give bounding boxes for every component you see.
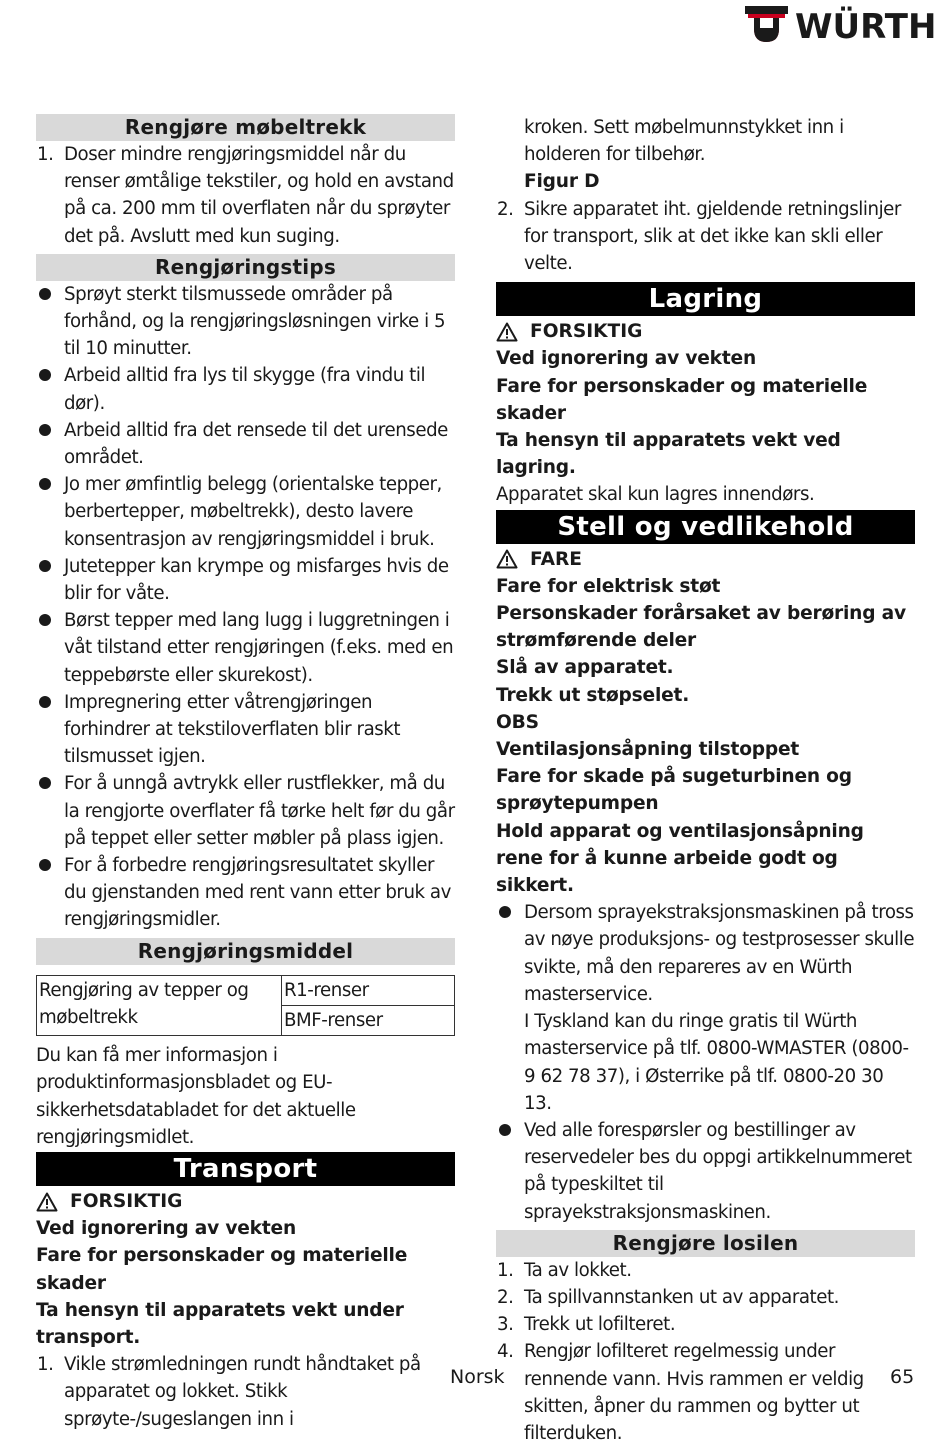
list-item: For å forbedre rengjøringsresultatet skyller du gjenstanden med rent vann etter bruk av rengjøringsmidler. — [36, 852, 455, 934]
warning-line: Ved ignorering av vekten — [496, 348, 756, 370]
section-heading-lint-filter: Rengjøre losilen — [496, 1230, 915, 1257]
warning-line: Ta hensyn til apparatets vekt ved lagring. — [496, 430, 841, 479]
brand-text: WÜRTH — [795, 7, 937, 46]
warning-line: Fare for elektrisk støt — [496, 575, 721, 597]
table-row — [37, 975, 455, 1005]
wurth-logo-mark — [745, 2, 945, 46]
warning-triangle-icon — [496, 322, 518, 342]
detergent-table — [36, 975, 455, 1036]
list-item: 2. Sikre apparatet iht. gjeldende retningslinjer for transport, slik at det ikke kan skli eller velte. — [497, 198, 901, 275]
warning-line: Ventilasjonsåpning tilstoppet — [496, 739, 800, 761]
table-cell-agent: BMF-renser — [282, 1005, 455, 1035]
list-item: 1. Vikle strømledningen rundt håndtaket på apparatet og lokket. Stikk sprøyte-/sugeslangen inn i — [37, 1354, 421, 1430]
warning-line: Ved ignorering av vekten — [36, 1218, 296, 1240]
warning-line: OBS — [496, 711, 539, 733]
footer-language: Norsk — [450, 1366, 505, 1388]
list-item: Ved alle forespørsler og bestillinger av reservedeler bes du oppgi artikkelnummeret på typeskiltet til sprayekstraksjonsmaskinen. — [496, 1117, 915, 1226]
warning-triangle-icon — [36, 1192, 58, 1212]
danger-label: FARE — [496, 546, 915, 573]
warning-line: Personskader forårsaket av berøring av strømførende deler — [496, 603, 906, 652]
continued-text: kroken. Sett møbelmunnstykket inn i holderen for tilbehør. — [524, 117, 844, 166]
list-item: Jo mer ømfintlig belegg (orientalske tepper, berbertepper, møbeltrekk), desto lavere konsentrasjon av rengjøringsmiddel i bruk. — [36, 471, 455, 553]
warning-line: Hold apparat og ventilasjonsåpning rene for å kunne arbeide godt og sikkert. — [496, 820, 864, 897]
transport-steps-cont — [496, 196, 915, 278]
list-item: Impregnering etter våtrengjøringen forhindrer at tekstiloverflaten blir raskt tilsmusset igjen. — [36, 689, 455, 771]
list-item: Arbeid alltid fra lys til skygge (fra vindu til dør). — [36, 362, 455, 416]
section-heading-cleaning-tips: Rengjøringstips — [36, 254, 455, 281]
warning-line: Fare for personskader og materielle skader — [496, 375, 868, 424]
lint-filter-steps — [496, 1257, 915, 1447]
section-heading-upholstery: Rengjøre møbeltrekk — [36, 114, 455, 141]
wurth-logo — [745, 2, 945, 46]
list-item: 2. Ta spillvannstanken ut av apparatet. — [497, 1286, 839, 1308]
upholstery-steps — [36, 141, 455, 250]
right-column — [496, 114, 915, 1447]
table-cell-agent: R1-renser — [282, 975, 455, 1005]
storage-text: Apparatet skal kun lagres innendørs. — [496, 484, 815, 506]
list-item: Dersom sprayekstraksjonsmaskinen på tross av nøye produksjons- og testprosesser skulle svikte, må den repareres av en Würth masterservice. I Tyskland kan du ringe gratis til Würth masterservice på tlf. 0800-WMASTER (0800-9 62 78 37), i Østerrike på tlf. 0800-20 30 13. — [496, 899, 915, 1117]
section-heading-maintenance: Stell og vedlikehold — [496, 510, 915, 544]
section-heading-detergent: Rengjøringsmiddel — [36, 938, 455, 965]
caution-label: FORSIKTIG — [36, 1188, 455, 1215]
list-item: For å unngå avtrykk eller rustflekker, må du la rengjorte overflater få tørke helt før du går på teppet eller setter møbler på plass igjen. — [36, 770, 455, 852]
transport-steps — [36, 1351, 455, 1433]
section-heading-transport: Transport — [36, 1152, 455, 1186]
warning-line: Ta hensyn til apparatets vekt under transport. — [36, 1299, 404, 1348]
list-item: 1. Ta av lokket. — [497, 1259, 632, 1281]
warning-line: Slå av apparatet. — [496, 657, 674, 679]
maintenance-list — [496, 899, 915, 1225]
table-cell-use: Rengjøring av tepper og møbeltrekk — [37, 975, 282, 1035]
list-item: Jutetepper kan krympe og misfarges hvis de blir for våte. — [36, 553, 455, 607]
warning-line: Fare for skade på sugeturbinen og sprøytepumpen — [496, 766, 852, 815]
warning-line: Fare for personskader og materielle skader — [36, 1245, 408, 1294]
page-number: 65 — [890, 1366, 915, 1388]
warning-triangle-icon — [496, 549, 518, 569]
list-item: 4. Rengjør lofilteret regelmessig under rennende vann. Hvis rammen er veldig skitten, åpner du rammen og bytter ut filterduken. — [497, 1341, 864, 1444]
list-item: Arbeid alltid fra det rensede til det urensede området. — [36, 417, 455, 471]
list-item: 1. Doser mindre rengjøringsmiddel når du renser ømtålige tekstiler, og hold en avstand på ca. 200 mm til overflaten når du sprøyter det på. Avslutt med kun suging. — [37, 144, 454, 247]
list-item: Sprøyt sterkt tilsmussede områder på forhånd, og la rengjøringsløsningen virke i 5 til 10 minutter. — [36, 281, 455, 363]
list-item: 3. Trekk ut lofilteret. — [497, 1314, 676, 1336]
left-column — [36, 114, 455, 1433]
section-heading-storage: Lagring — [496, 282, 915, 316]
caution-label: FORSIKTIG — [496, 318, 915, 345]
cleaning-tips-list — [36, 281, 455, 934]
figure-reference: Figur D — [524, 171, 600, 193]
list-item: Børst tepper med lang lugg i luggretningen i våt tilstand etter rengjøringen (f.eks. med en teppebørste eller skurekost). — [36, 607, 455, 689]
detergent-info-text: Du kan få mer informasjon i produktinformasjonsbladet og EU-sikkerhetsdatabladet for det aktuelle rengjøringsmidlet. — [36, 1045, 356, 1148]
warning-line: Trekk ut støpselet. — [496, 684, 690, 706]
